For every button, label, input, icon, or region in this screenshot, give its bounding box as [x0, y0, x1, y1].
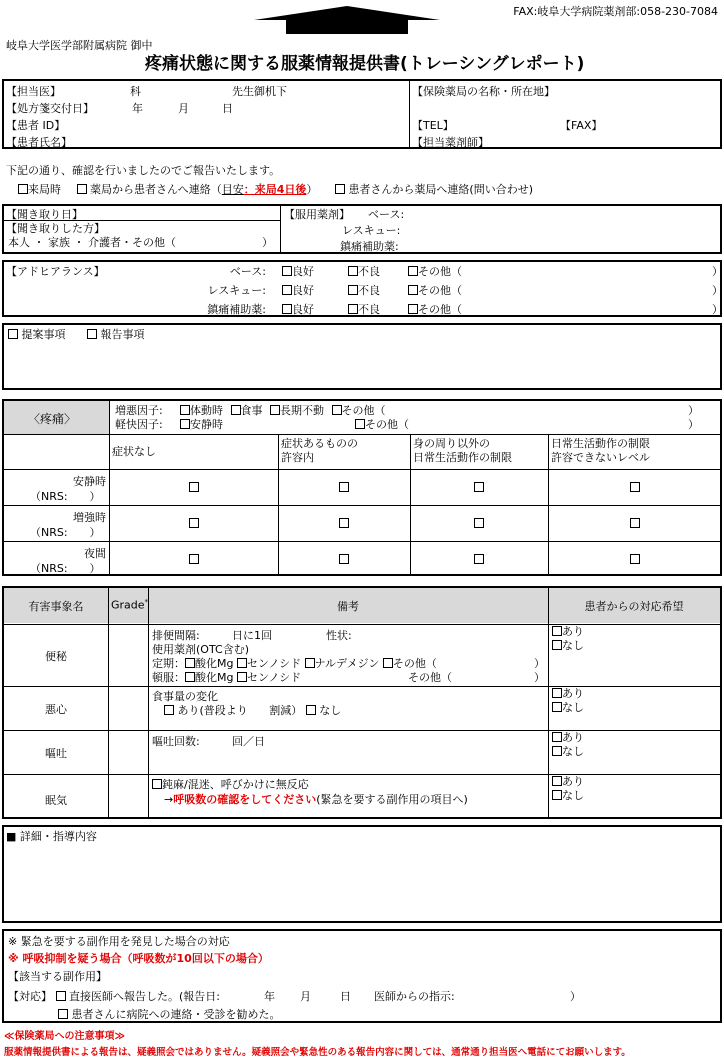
pain-level-checkbox[interactable] — [630, 518, 640, 528]
pain-title: 〈疼痛〉 — [28, 412, 77, 426]
adherence-options: 良好 不良 その他（ — [282, 282, 462, 298]
checkbox-yes[interactable] — [552, 626, 562, 636]
pain-level-checkbox[interactable] — [630, 554, 640, 564]
rx-date-label: 【処方箋交付日】 — [6, 102, 94, 115]
patient-wish: あり なし — [552, 687, 584, 715]
checkbox-no[interactable] — [552, 746, 562, 756]
checkbox-pharmacy-contact[interactable] — [77, 184, 87, 194]
pain-level-checkbox[interactable] — [474, 554, 484, 564]
checkbox-advised-patient[interactable] — [58, 1009, 68, 1019]
checkbox-good[interactable] — [282, 266, 292, 276]
pain-row-label: 夜間 — [84, 547, 106, 560]
pain-col-header: 症状なし — [112, 445, 156, 458]
details-box — [2, 825, 722, 923]
patient-wish: あり なし — [552, 625, 584, 653]
pain-level-checkbox[interactable] — [630, 482, 640, 492]
patient-wish: あり なし — [552, 731, 584, 759]
checkbox-other[interactable] — [408, 285, 418, 295]
doctor-label: 【担当医】 — [6, 85, 61, 98]
checkbox-yes[interactable] — [552, 732, 562, 742]
pain-row-label: 安静時 — [73, 475, 106, 488]
info-box — [2, 79, 722, 149]
checkbox-yes[interactable] — [552, 776, 562, 786]
checkbox-no[interactable] — [552, 790, 562, 800]
patient-name-label: 【患者氏名】 — [6, 136, 72, 149]
pain-row-label: 増強時 — [73, 511, 106, 524]
checkbox-other[interactable] — [408, 266, 418, 276]
page-title: 疼痛状態に関する服薬情報提供書(トレーシングレポート) — [145, 54, 585, 74]
patient-id-label: 【患者 ID】 — [6, 119, 66, 132]
adherence-row-label: 鎮痛補助薬: — [207, 303, 266, 316]
checkbox-bad[interactable] — [348, 304, 358, 314]
patient-wish: あり なし — [552, 775, 584, 803]
pain-level-checkbox[interactable] — [339, 518, 349, 528]
footer-note-title: ≪保険薬局への注意事項≫ — [4, 1031, 125, 1042]
nrs-field: （NRS: ） — [30, 526, 101, 539]
pain-col-header: 症状あるものの 許容内 — [281, 437, 358, 464]
aggravating-options: 体動時 食事 長期不動 その他（ — [180, 402, 386, 418]
adherence-options: 良好 不良 その他（ — [282, 263, 462, 279]
pain-level-checkbox[interactable] — [339, 482, 349, 492]
checkbox-report[interactable] — [87, 329, 97, 339]
checkbox-good[interactable] — [282, 285, 292, 295]
up-arrow-icon — [254, 6, 440, 20]
pain-col-header: 身の周り以外の 日常生活動作の制限 — [413, 437, 512, 464]
checkbox-suggestion[interactable] — [8, 329, 18, 339]
nrs-field: （NRS: ） — [30, 490, 101, 503]
checkbox-other[interactable] — [408, 304, 418, 314]
adherence-row-label: ベース: — [229, 265, 266, 278]
pharmacy-label: 【保険薬局の名称・所在地】 — [412, 85, 555, 98]
nrs-field: （NRS: ） — [30, 562, 101, 575]
checkbox-good[interactable] — [282, 304, 292, 314]
contact-options: 来局時 薬局から患者さんへ連絡（目安：来局4日後） 患者さんから薬局へ連絡(問い合わせ) — [18, 181, 533, 197]
pain-level-checkbox[interactable] — [189, 518, 199, 528]
pain-level-checkbox[interactable] — [474, 482, 484, 492]
fax-label: 【FAX】 — [560, 119, 603, 132]
fax-number: FAX:岐阜大学病院薬剤部:058-230-7084 — [513, 5, 718, 18]
pain-level-checkbox[interactable] — [189, 482, 199, 492]
recipient: 岐阜大学医学部附属病院 御中 — [6, 39, 153, 52]
checkbox-patient-contact[interactable] — [335, 184, 345, 194]
checkbox-no[interactable] — [552, 702, 562, 712]
adherence-row-label: レスキュー: — [207, 284, 266, 297]
up-arrow-shaft — [286, 20, 408, 34]
checkbox-bad[interactable] — [348, 266, 358, 276]
footer-note: 服薬情報提供書による報告は、疑義照会ではありません。疑義照会や緊急性のある報告内容に関しては、通常通り担当医へ電話にてお願いします。 — [4, 1047, 631, 1058]
checkbox-no[interactable] — [552, 640, 562, 650]
pain-level-checkbox[interactable] — [339, 554, 349, 564]
tel-label: 【TEL】 — [412, 119, 454, 132]
pharmacist-label: 【担当薬剤師】 — [412, 136, 489, 149]
checkbox-reported-doctor[interactable] — [56, 991, 66, 1001]
report-intro: 下記の通り、確認を行いましたのでご報告いたします。 — [6, 164, 281, 177]
adherence-options: 良好 不良 その他（ — [282, 301, 462, 317]
pain-col-header: 日常生活動作の制限 許容できないレベル — [551, 437, 650, 464]
pain-level-checkbox[interactable] — [189, 554, 199, 564]
checkbox-bad[interactable] — [348, 285, 358, 295]
checkbox-yes[interactable] — [552, 688, 562, 698]
pain-level-checkbox[interactable] — [474, 518, 484, 528]
checkbox-visit[interactable] — [18, 184, 28, 194]
